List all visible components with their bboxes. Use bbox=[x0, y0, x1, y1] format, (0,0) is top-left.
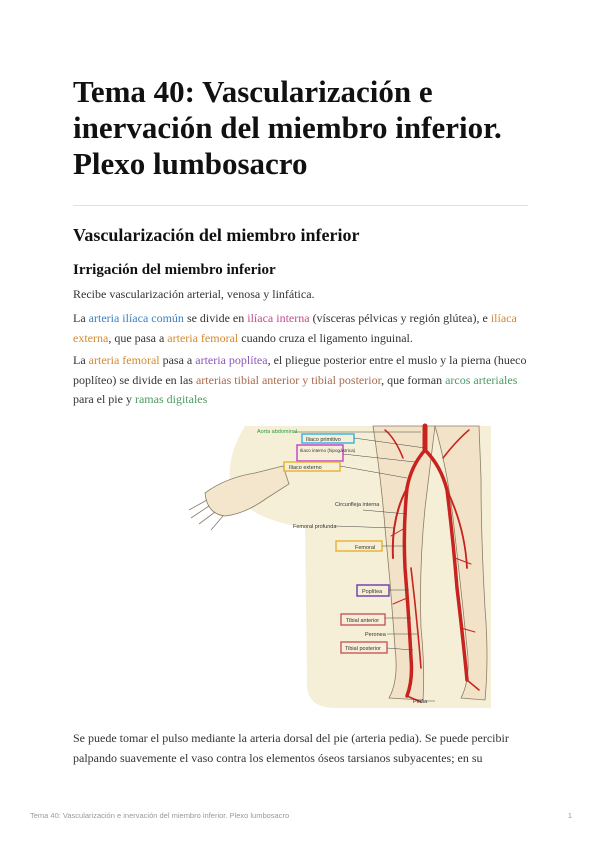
term-arcos-arteriales: arcos arteriales bbox=[445, 372, 518, 387]
text: , el pliegue posterior entre el muslo y la pierna (hueco poplíteo) se divide en las bbox=[73, 353, 527, 387]
page-number: 1 bbox=[567, 811, 572, 820]
text: (vísceras pélvicas y región glútea), e bbox=[309, 311, 491, 325]
text: La bbox=[73, 311, 89, 325]
page-footer bbox=[30, 811, 572, 820]
label-poplitea: Poplítea bbox=[362, 589, 383, 595]
paragraph-femoral bbox=[73, 351, 528, 410]
term-arteria-femoral: arteria femoral bbox=[167, 330, 239, 345]
label-iliaca-externa: Iliaco externo bbox=[289, 465, 322, 471]
text: pasa a bbox=[159, 353, 196, 367]
label-iliaca-primitiva: Iliaco primitivo bbox=[306, 437, 341, 443]
label-femoral-profunda: Femoral profunda bbox=[293, 524, 337, 530]
label-circunfleja: Circunfleja interna bbox=[335, 502, 380, 508]
term-iliaca-externa: ilíaca externa bbox=[73, 311, 517, 345]
term-iliaca-comun: arteria ilíaca común bbox=[88, 311, 184, 325]
text: , que forman bbox=[381, 372, 446, 387]
label-iliaca-interna: Iliaco interno (hipogástrica) bbox=[300, 448, 356, 453]
footer-title: Tema 40: Vascularización e inervación del miembro inferior. Plexo lumbosacro bbox=[30, 811, 290, 820]
term-arterias-tibiales: arterias tibial anterior y tibial posterior bbox=[195, 372, 382, 387]
label-pedia: Pedia bbox=[413, 699, 428, 705]
paragraph-pulso: Se puede tomar el pulso mediante la arteria dorsal del pie (arteria pedia). Se puede percibir palpando suavemente el vaso contra los elementos óseos tarsianos subyacentes; en su bbox=[73, 731, 509, 765]
label-peronea: Peronea bbox=[365, 632, 386, 638]
section-heading: Vascularización del miembro inferior bbox=[73, 225, 360, 245]
term-arteria-femoral: arteria femoral bbox=[88, 353, 160, 367]
text: para el pie y bbox=[73, 392, 135, 406]
text: se divide en bbox=[183, 311, 248, 325]
subsection-heading: Irrigación del miembro inferior bbox=[73, 262, 276, 278]
divider bbox=[73, 205, 528, 206]
paragraph-iliaca bbox=[73, 309, 528, 348]
term-arteria-poplitea: arteria poplítea bbox=[195, 353, 268, 367]
text: , que pasa a bbox=[108, 330, 168, 345]
text: cuando cruza el ligamento inguinal. bbox=[238, 330, 413, 345]
label-tibial-posterior: Tibial posterior bbox=[345, 646, 381, 652]
label-tibial-anterior: Tibial anterior bbox=[346, 618, 380, 624]
term-iliaca-interna: ilíaca interna bbox=[247, 311, 310, 325]
label-femoral: Femoral bbox=[355, 545, 376, 551]
text: La bbox=[73, 353, 89, 367]
leg-arteries-illustration bbox=[185, 418, 491, 708]
page-title: Tema 40: Vascularización e inervación del miembro inferior. Plexo lumbosacro bbox=[73, 74, 502, 181]
paragraph-intro: Recibe vascularización arterial, venosa y linfática. bbox=[73, 287, 315, 301]
term-ramas-digitales: ramas digitales bbox=[134, 392, 208, 406]
label-aorta: Aorta abdominal bbox=[257, 429, 298, 435]
